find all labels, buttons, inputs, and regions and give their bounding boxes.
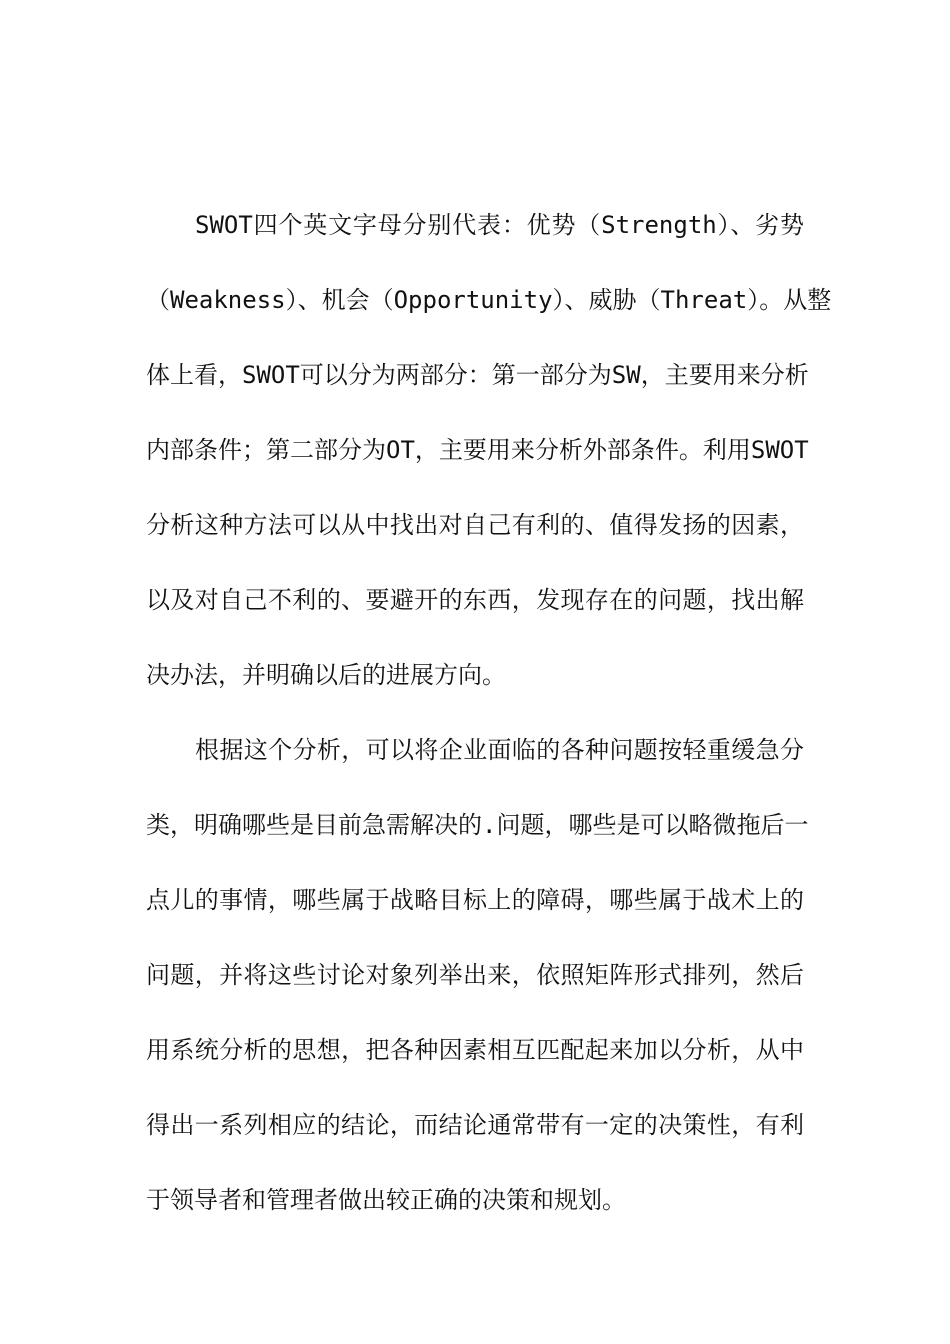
paragraph-line: 分析这种方法可以从中找出对自己有利的、值得发扬的因素， [146, 511, 804, 539]
paragraph-line: SWOT四个英文字母分别代表：优势（Strength）、劣势 [195, 211, 804, 239]
paragraph-line: 点儿的事情，哪些属于战略目标上的障碍，哪些属于战术上的 [146, 886, 804, 914]
paragraph-line: （Weakness）、机会（Opportunity）、威胁（Threat）。从整 [146, 286, 832, 314]
paragraph-line: 体上看，SWOT可以分为两部分：第一部分为SW，主要用来分析 [146, 361, 809, 389]
paragraph-line: 类，明确哪些是目前急需解决的.问题，哪些是可以略微拖后一 [146, 811, 809, 839]
paragraph-line: 根据这个分析，可以将企业面临的各种问题按轻重缓急分 [195, 736, 804, 764]
paragraph-line: 得出一系列相应的结论，而结论通常带有一定的决策性，有利 [146, 1111, 804, 1139]
paragraph-line: 决办法，并明确以后的进展方向。 [146, 661, 506, 689]
paragraph-line: 问题，并将这些讨论对象列举出来，依照矩阵形式排列，然后 [146, 961, 804, 989]
paragraph-line: 内部条件；第二部分为OT，主要用来分析外部条件。利用SWOT [146, 436, 809, 464]
paragraph-line: 以及对自己不利的、要避开的东西，发现存在的问题，找出解 [146, 586, 804, 614]
paragraph-line: 用系统分析的思想，把各种因素相互匹配起来加以分析，从中 [146, 1036, 804, 1064]
paragraph-line: 于领导者和管理者做出较正确的决策和规划。 [146, 1186, 626, 1214]
